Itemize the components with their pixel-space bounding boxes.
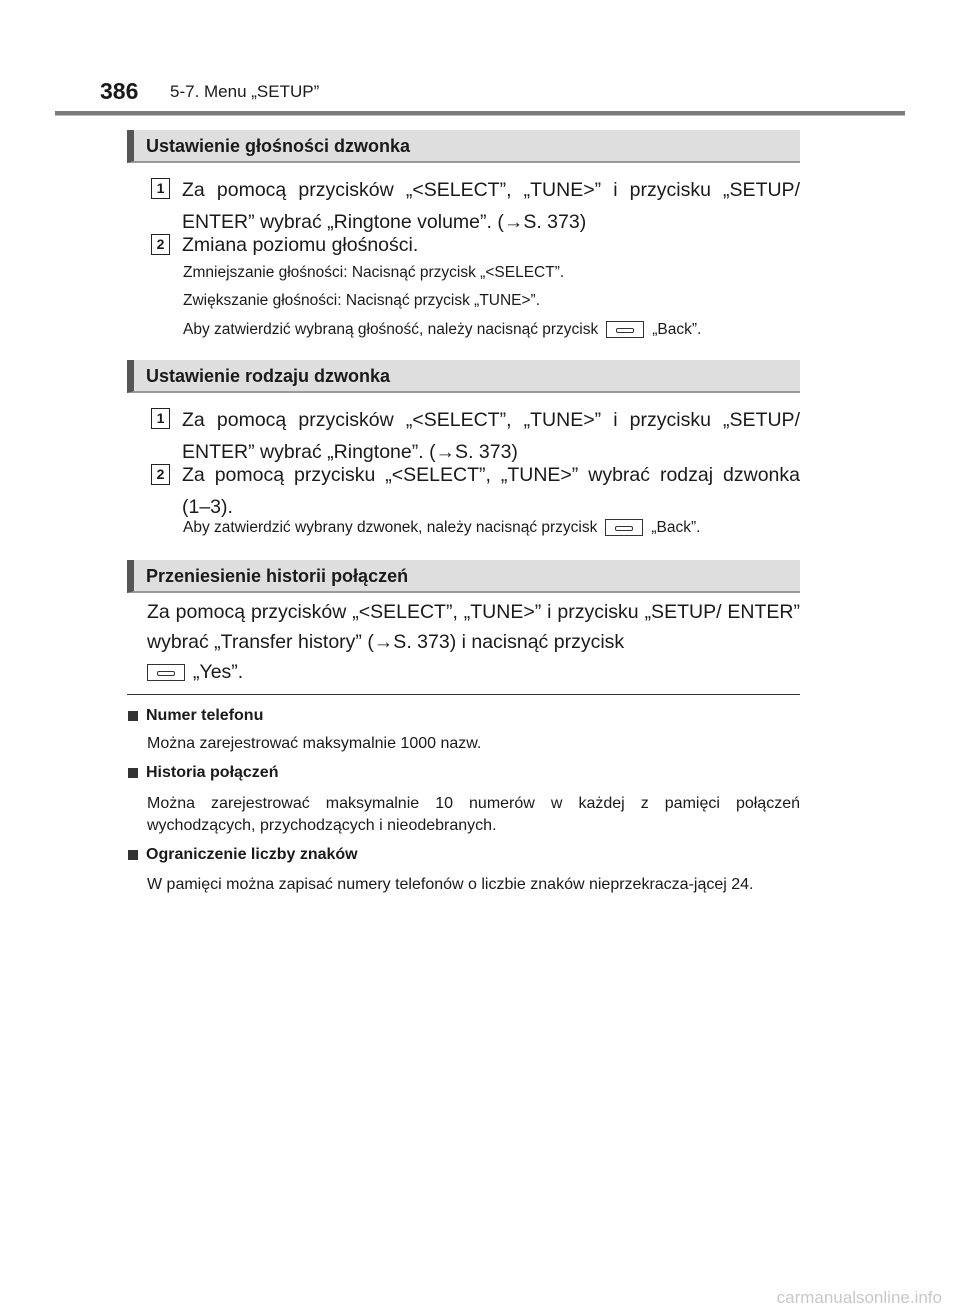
bullet-square-icon: [128, 768, 138, 778]
back-button-icon: [606, 321, 644, 338]
watermark: carmanualsonline.info: [776, 1288, 942, 1307]
step-number: 1: [151, 408, 170, 429]
step-number: 2: [151, 464, 170, 485]
note-text-part: Aby zatwierdzić wybrany dzwonek, należy nacisnąć przycisk: [183, 519, 598, 536]
info-body: Można zarejestrować maksymalnie 10 numerów w każdej z pamięci połączeń wychodzących, przychodzących i nieodebranych.: [147, 795, 800, 834]
page-number: 386: [100, 78, 139, 104]
bullet-square-icon: [128, 711, 138, 721]
info-title-text: Historia połączeń: [146, 764, 279, 781]
yes-button-icon: [147, 664, 185, 681]
paragraph-continuation: [147, 657, 800, 687]
info-body: Można zarejestrować maksymalnie 1000 nazw.: [147, 735, 482, 752]
bullet-square-icon: [128, 850, 138, 860]
info-title: [128, 707, 263, 725]
info-title: [128, 846, 358, 864]
note-text-part: „Back”.: [651, 519, 701, 536]
section-heading: [127, 560, 800, 593]
back-button-icon: [605, 519, 643, 536]
note-text: [183, 519, 700, 537]
step-number: 2: [151, 234, 170, 255]
header-rule: [55, 111, 905, 116]
info-title-text: Numer telefonu: [146, 707, 264, 724]
section-heading: [127, 360, 800, 393]
paragraph-text: „Yes”.: [193, 661, 244, 683]
info-title-text: Ograniczenie liczby znaków: [146, 846, 358, 863]
heading-text: Ustawienie rodzaju dzwonka: [146, 366, 391, 386]
section-heading: [127, 130, 800, 163]
heading-text: Ustawienie głośności dzwonka: [146, 136, 411, 156]
step-text: Za pomocą przycisków „<SELECT”, „TUNE>” i przycisku „SETUP/ ENTER” wybrać „Ringtone”. (→S. 373): [182, 409, 800, 463]
step-text: Za pomocą przycisków „<SELECT”, „TUNE>” i przycisku „SETUP/ ENTER” wybrać „Ringtone volume”. (→S. 373): [182, 179, 800, 233]
heading-text: Przeniesienie historii połączeń: [146, 566, 409, 586]
note-text: Zwiększanie głośności: Nacisnąć przycisk „TUNE>”.: [183, 292, 541, 309]
step-text: Zmiana poziomu głośności.: [182, 234, 419, 256]
chapter-title: 5-7. Menu „SETUP”: [170, 82, 320, 101]
paragraph: Za pomocą przycisków „<SELECT”, „TUNE>” i przycisku „SETUP/ ENTER” wybrać „Transfer history” (→S. 373) i nacisnąć przycisk: [147, 601, 800, 653]
step-text: Za pomocą przycisku „<SELECT”, „TUNE>” wybrać rodzaj dzwonka (1–3).: [182, 464, 800, 518]
info-title: [128, 764, 278, 782]
step-number: 1: [151, 178, 170, 199]
divider: [127, 694, 800, 695]
info-body: W pamięci można zapisać numery telefonów o liczbie znaków nieprzekracza-jącej 24.: [147, 876, 754, 893]
note-text: [183, 321, 701, 339]
note-text-part: Aby zatwierdzić wybraną głośność, należy nacisnąć przycisk: [183, 321, 599, 338]
note-text-part: „Back”.: [652, 321, 702, 338]
note-text: Zmniejszanie głośności: Nacisnąć przycisk „<SELECT”.: [183, 264, 565, 281]
